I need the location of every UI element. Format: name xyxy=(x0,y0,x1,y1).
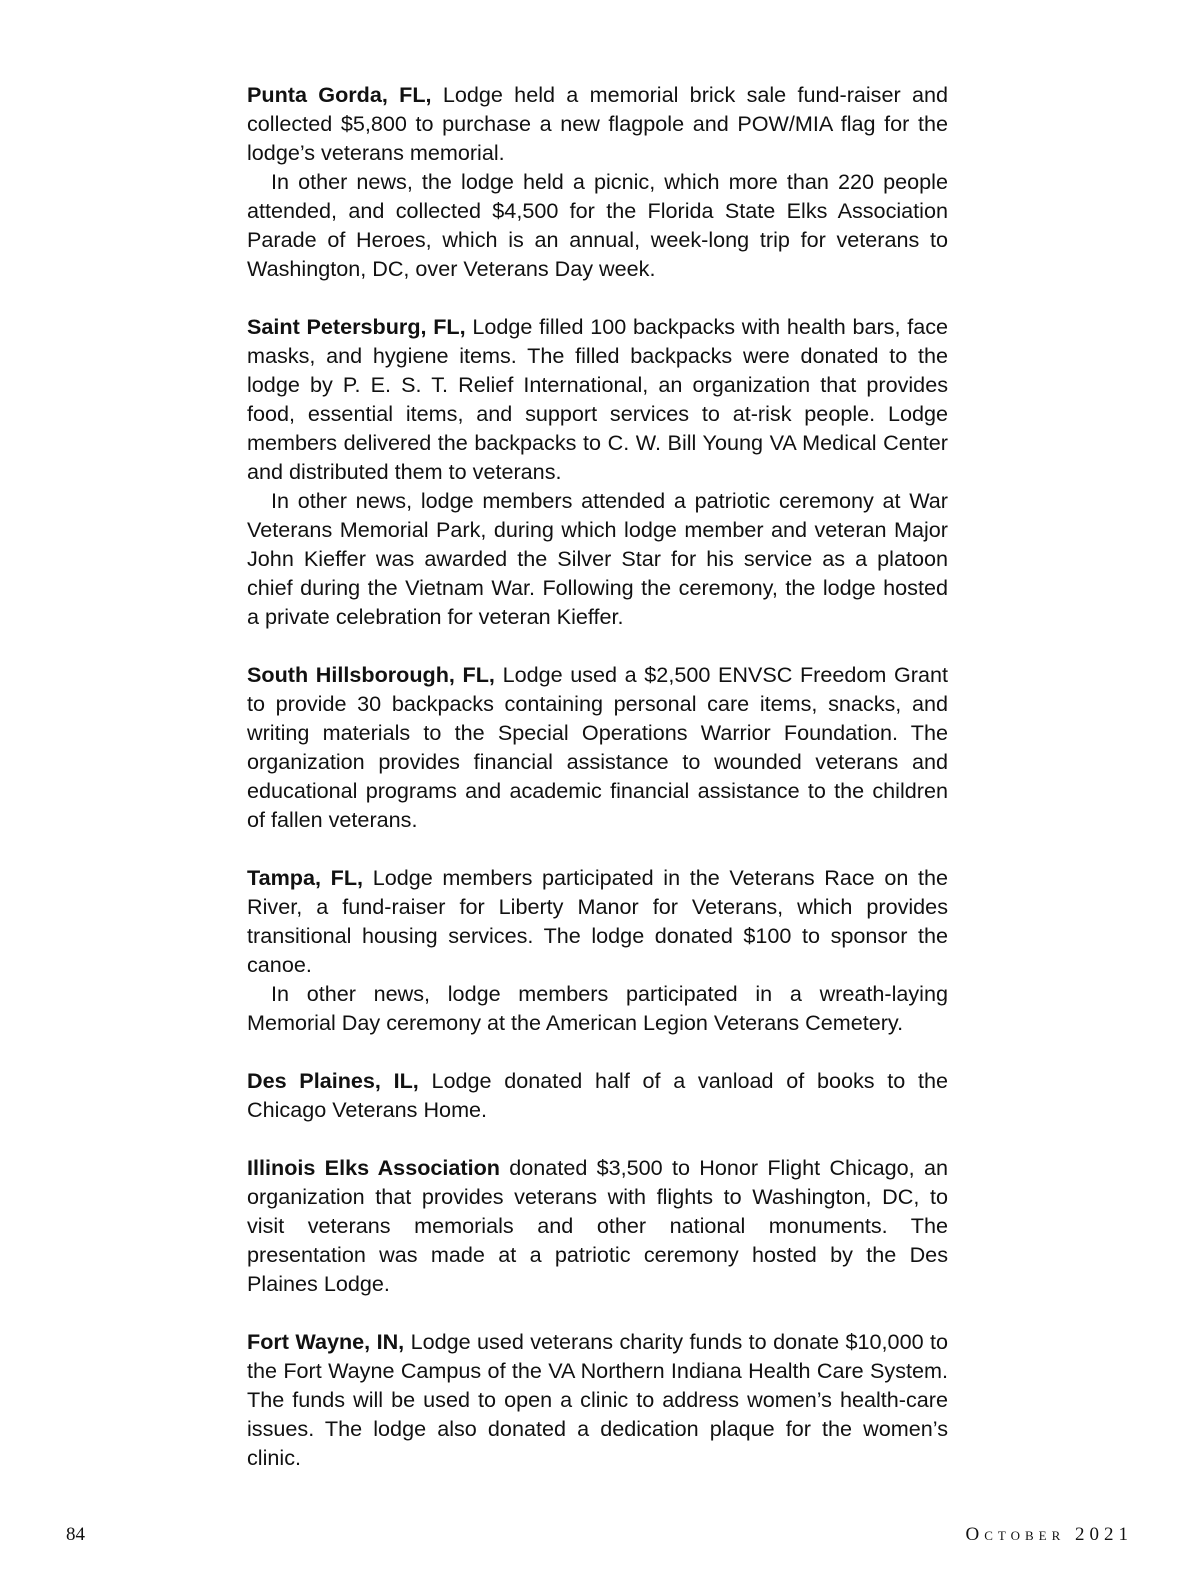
entry-paragraph xyxy=(247,80,948,167)
entry-paragraph xyxy=(247,660,948,834)
entry-paragraph xyxy=(247,1153,948,1298)
page-number: 84 xyxy=(66,1524,85,1545)
entry-punta-gorda xyxy=(247,80,948,283)
issue-date: October 2021 xyxy=(965,1524,1133,1545)
entry-south-hillsborough xyxy=(247,660,948,834)
entry-tampa xyxy=(247,863,948,1037)
entry-lead: Tampa, FL, xyxy=(247,865,364,890)
entry-lead: Saint Petersburg, FL, xyxy=(247,314,466,339)
entry-lead: South Hillsborough, FL, xyxy=(247,662,495,687)
entry-des-plaines xyxy=(247,1066,948,1124)
entry-illinois-elks xyxy=(247,1153,948,1298)
entry-lead: Des Plaines, IL, xyxy=(247,1068,419,1093)
entry-lead: Punta Gorda, FL, xyxy=(247,82,432,107)
entry-paragraph xyxy=(247,1327,948,1472)
entry-text: Lodge donated half of a vanload of books to the Chicago Veterans Home. xyxy=(247,1068,949,1122)
entry-text: donated $3,500 to Honor Flight Chicago, an organization that provides veterans with flights to Washington, DC, to visit veterans memorials and other national monuments. The presentation was made at a patriotic ceremony hosted by the Des Plaines Lodge. xyxy=(247,1155,948,1296)
entry-saint-petersburg xyxy=(247,312,948,631)
entry-paragraph xyxy=(247,312,948,486)
entry-text: Lodge members participated in the Veterans Race on the River, a fund-raiser for Liberty Manor for Veterans, which provides transitional housing services. The lodge donated $100 to sponsor the canoe. xyxy=(247,865,949,977)
article-column xyxy=(247,80,948,1501)
entry-paragraph xyxy=(247,863,948,979)
entry-text: Lodge used a $2,500 ENVSC Freedom Grant to provide 30 backpacks containing personal care items, snacks, and writing materials to the Special Operations Warrior Foundation. The organization provides financial assistance to wounded veterans and educational programs and academic financial assistance to the children of fallen veterans. xyxy=(247,662,949,832)
entry-paragraph xyxy=(247,1066,948,1124)
entry-text: Lodge held a memorial brick sale fund-raiser and collected $5,800 to purchase a new flagpole and POW/MIA flag for the lodge’s veterans memorial. xyxy=(247,82,949,165)
entry-more: In other news, the lodge held a picnic, which more than 220 people attended, and collected $4,500 for the Florida State Elks Association Parade of Heroes, which is an annual, week-long trip for veterans to Washington, DC, over Veterans Day week. xyxy=(247,169,948,281)
entry-text: Lodge used veterans charity funds to donate $10,000 to the Fort Wayne Campus of the VA Northern Indiana Health Care System. The funds will be used to open a clinic to address women’s health-care issues. The lodge also donated a dedication plaque for the women’s clinic. xyxy=(247,1329,948,1470)
entry-lead: Illinois Elks Association xyxy=(247,1155,500,1180)
entry-text: Lodge filled 100 backpacks with health bars, face masks, and hygiene items. The filled backpacks were donated to the lodge by P. E. S. T. Relief International, an organization that provides food, essential items, and support services to at-risk people. Lodge members delivered the backpacks to C. W. Bill Young VA Medical Center and distributed them to veterans. xyxy=(247,314,949,484)
entry-more: In other news, lodge members participated in a wreath-laying Memorial Day ceremony at the American Legion Veterans Cemetery. xyxy=(247,981,948,1035)
entry-more: In other news, lodge members attended a patriotic ceremony at War Veterans Memorial Park, during which lodge member and veteran Major John Kieffer was awarded the Silver Star for his service as a platoon chief during the Vietnam War. Following the ceremony, the lodge hosted a private celebration for veteran Kieffer. xyxy=(247,488,948,629)
entry-fort-wayne xyxy=(247,1327,948,1472)
entry-lead: Fort Wayne, IN, xyxy=(247,1329,405,1354)
